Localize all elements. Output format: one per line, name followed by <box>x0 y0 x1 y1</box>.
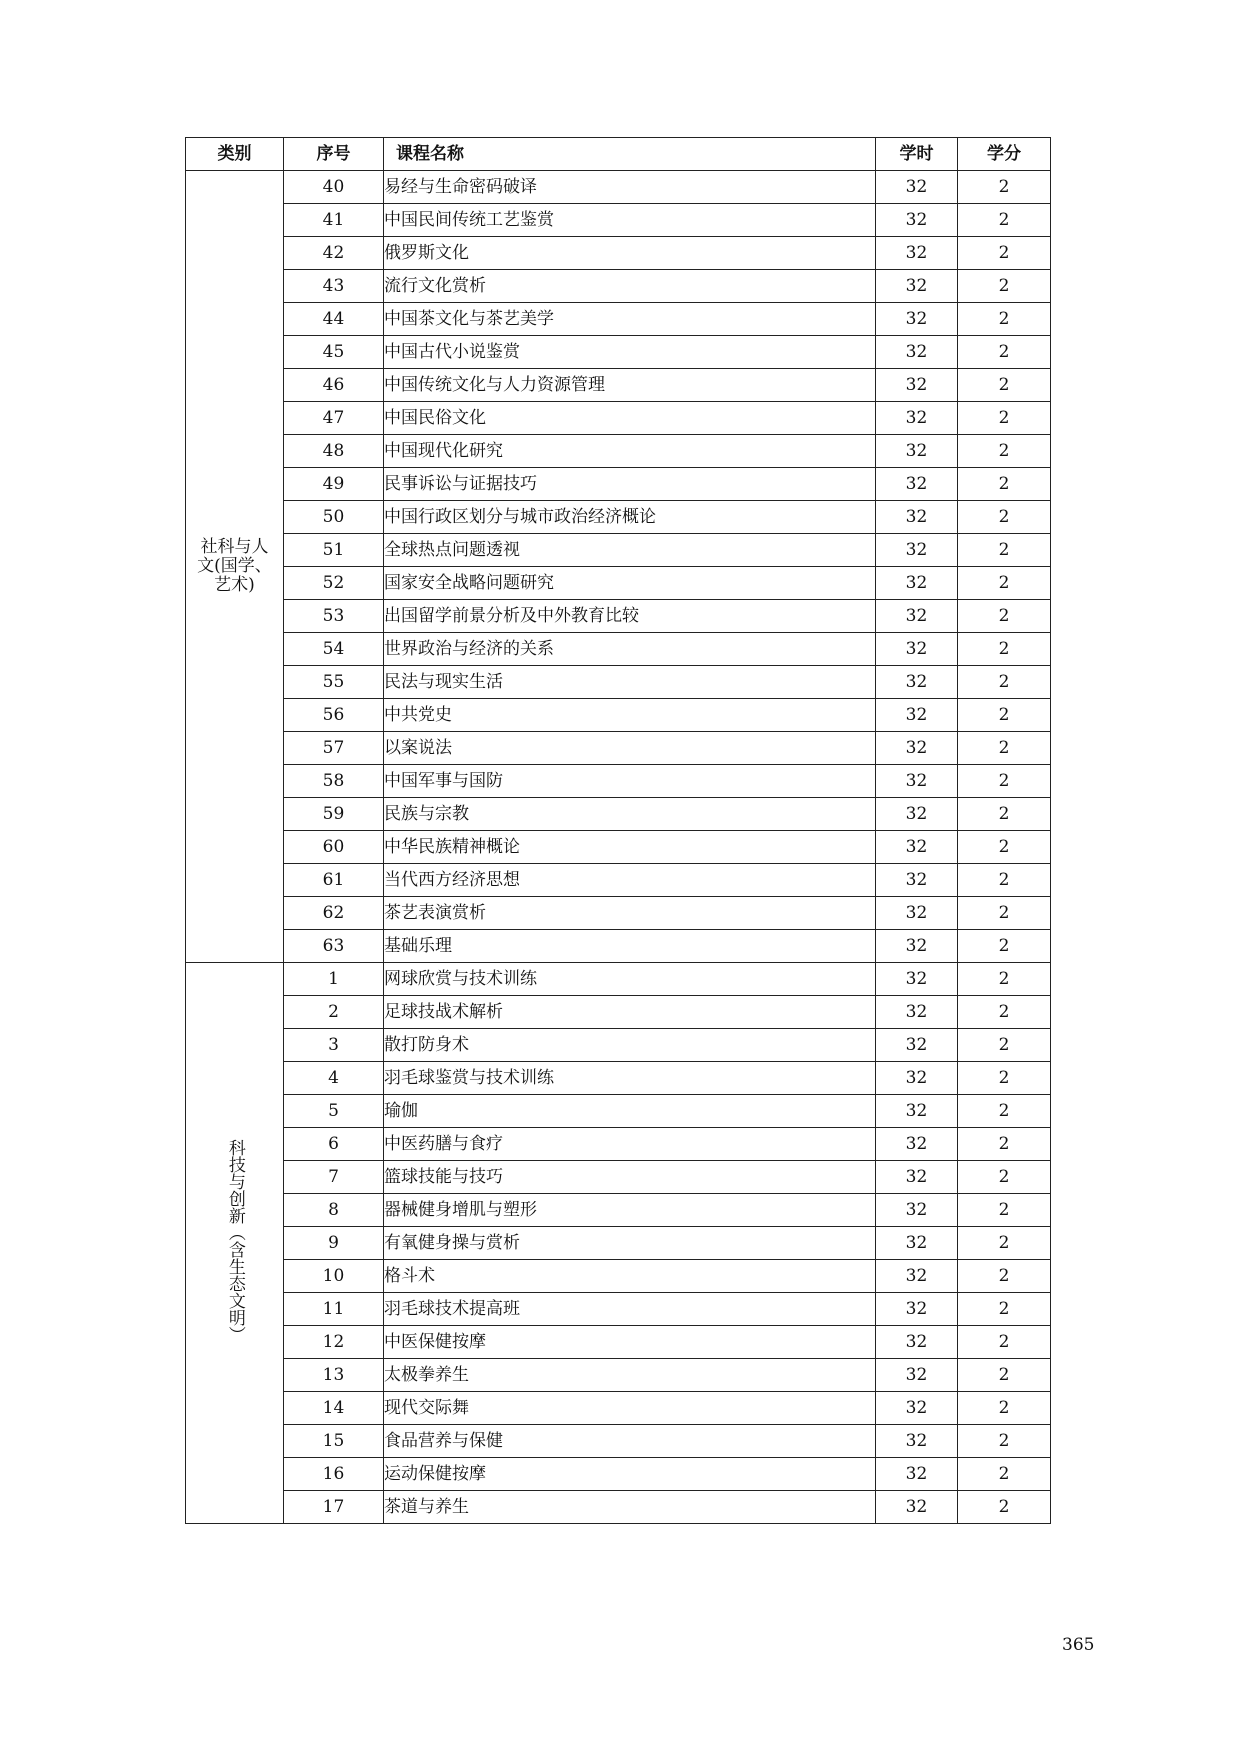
course-number: 42 <box>284 237 384 270</box>
table-row <box>186 567 1051 600</box>
course-name: 茶道与养生 <box>384 1491 876 1524</box>
course-number: 56 <box>284 699 384 732</box>
course-name: 中国民俗文化 <box>384 402 876 435</box>
course-credits: 2 <box>958 897 1051 930</box>
course-number: 10 <box>284 1260 384 1293</box>
course-hours: 32 <box>876 963 958 996</box>
course-credits: 2 <box>958 996 1051 1029</box>
course-credits: 2 <box>958 600 1051 633</box>
course-hours: 32 <box>876 534 958 567</box>
header-hours: 学时 <box>876 138 958 171</box>
course-number: 8 <box>284 1194 384 1227</box>
table-row <box>186 1293 1051 1326</box>
table-row <box>186 468 1051 501</box>
category-label: 科技与创新（含生态文明） <box>224 1138 245 1343</box>
table-row <box>186 369 1051 402</box>
course-name: 散打防身术 <box>384 1029 876 1062</box>
course-hours: 32 <box>876 798 958 831</box>
table-body <box>186 171 1051 1524</box>
course-credits: 2 <box>958 336 1051 369</box>
course-hours: 32 <box>876 600 958 633</box>
course-hours: 32 <box>876 765 958 798</box>
course-name: 全球热点问题透视 <box>384 534 876 567</box>
course-hours: 32 <box>876 1359 958 1392</box>
course-hours: 32 <box>876 501 958 534</box>
course-name: 俄罗斯文化 <box>384 237 876 270</box>
course-name: 中国传统文化与人力资源管理 <box>384 369 876 402</box>
table-row <box>186 270 1051 303</box>
course-number: 61 <box>284 864 384 897</box>
course-number: 58 <box>284 765 384 798</box>
course-credits: 2 <box>958 468 1051 501</box>
course-hours: 32 <box>876 303 958 336</box>
course-hours: 32 <box>876 831 958 864</box>
course-name: 国家安全战略问题研究 <box>384 567 876 600</box>
course-name: 易经与生命密码破译 <box>384 171 876 204</box>
course-number: 13 <box>284 1359 384 1392</box>
course-hours: 32 <box>876 1095 958 1128</box>
course-credits: 2 <box>958 567 1051 600</box>
course-hours: 32 <box>876 1425 958 1458</box>
course-credits: 2 <box>958 534 1051 567</box>
course-hours: 32 <box>876 699 958 732</box>
course-number: 50 <box>284 501 384 534</box>
course-credits: 2 <box>958 204 1051 237</box>
course-name: 网球欣赏与技术训练 <box>384 963 876 996</box>
course-credits: 2 <box>958 633 1051 666</box>
course-credits: 2 <box>958 1491 1051 1524</box>
header-course-name: 课程名称 <box>384 138 876 171</box>
course-name: 有氧健身操与赏析 <box>384 1227 876 1260</box>
course-name: 太极拳养生 <box>384 1359 876 1392</box>
category-cell <box>186 963 284 1524</box>
course-name: 中国茶文化与茶艺美学 <box>384 303 876 336</box>
course-hours: 32 <box>876 1392 958 1425</box>
course-hours: 32 <box>876 402 958 435</box>
course-name: 现代交际舞 <box>384 1392 876 1425</box>
course-hours: 32 <box>876 468 958 501</box>
course-number: 3 <box>284 1029 384 1062</box>
table-row <box>186 1128 1051 1161</box>
course-number: 1 <box>284 963 384 996</box>
course-name: 民法与现实生活 <box>384 666 876 699</box>
course-credits: 2 <box>958 1128 1051 1161</box>
course-name: 基础乐理 <box>384 930 876 963</box>
course-name: 出国留学前景分析及中外教育比较 <box>384 600 876 633</box>
course-credits: 2 <box>958 831 1051 864</box>
course-credits: 2 <box>958 171 1051 204</box>
course-name: 格斗术 <box>384 1260 876 1293</box>
table-row <box>186 1260 1051 1293</box>
course-number: 2 <box>284 996 384 1029</box>
table-row <box>186 1458 1051 1491</box>
course-credits: 2 <box>958 1029 1051 1062</box>
course-credits: 2 <box>958 369 1051 402</box>
table-row <box>186 1425 1051 1458</box>
course-name: 中医药膳与食疗 <box>384 1128 876 1161</box>
course-name: 篮球技能与技巧 <box>384 1161 876 1194</box>
course-name: 流行文化赏析 <box>384 270 876 303</box>
table-row <box>186 897 1051 930</box>
course-number: 45 <box>284 336 384 369</box>
table-row <box>186 963 1051 996</box>
course-credits: 2 <box>958 1392 1051 1425</box>
course-number: 5 <box>284 1095 384 1128</box>
course-credits: 2 <box>958 1260 1051 1293</box>
table-row <box>186 435 1051 468</box>
course-credits: 2 <box>958 1062 1051 1095</box>
course-hours: 32 <box>876 1491 958 1524</box>
course-credits: 2 <box>958 1161 1051 1194</box>
table-row <box>186 336 1051 369</box>
course-number: 63 <box>284 930 384 963</box>
table-row <box>186 1194 1051 1227</box>
course-number: 44 <box>284 303 384 336</box>
table-row <box>186 864 1051 897</box>
course-credits: 2 <box>958 1326 1051 1359</box>
course-name: 中国行政区划分与城市政治经济概论 <box>384 501 876 534</box>
course-name: 世界政治与经济的关系 <box>384 633 876 666</box>
course-hours: 32 <box>876 1029 958 1062</box>
course-name: 以案说法 <box>384 732 876 765</box>
course-credits: 2 <box>958 402 1051 435</box>
course-name: 茶艺表演赏析 <box>384 897 876 930</box>
course-hours: 32 <box>876 1194 958 1227</box>
course-number: 43 <box>284 270 384 303</box>
course-hours: 32 <box>876 1260 958 1293</box>
course-hours: 32 <box>876 864 958 897</box>
table-row <box>186 1392 1051 1425</box>
course-name: 民事诉讼与证据技巧 <box>384 468 876 501</box>
course-hours: 32 <box>876 435 958 468</box>
course-name: 食品营养与保健 <box>384 1425 876 1458</box>
table-row <box>186 666 1051 699</box>
table-row <box>186 204 1051 237</box>
course-hours: 32 <box>876 567 958 600</box>
course-hours: 32 <box>876 897 958 930</box>
table-row <box>186 633 1051 666</box>
course-credits: 2 <box>958 963 1051 996</box>
page-number: 365 <box>1062 1635 1095 1655</box>
course-number: 41 <box>284 204 384 237</box>
table-row <box>186 699 1051 732</box>
table-row <box>186 1326 1051 1359</box>
course-number: 7 <box>284 1161 384 1194</box>
table-row <box>186 1491 1051 1524</box>
table-row <box>186 732 1051 765</box>
course-number: 54 <box>284 633 384 666</box>
table-row <box>186 765 1051 798</box>
table-header-row <box>186 138 1051 171</box>
course-number: 53 <box>284 600 384 633</box>
course-credits: 2 <box>958 501 1051 534</box>
course-credits: 2 <box>958 864 1051 897</box>
course-number: 4 <box>284 1062 384 1095</box>
table-row <box>186 1095 1051 1128</box>
course-name: 羽毛球鉴赏与技术训练 <box>384 1062 876 1095</box>
table-row <box>186 930 1051 963</box>
course-name: 器械健身增肌与塑形 <box>384 1194 876 1227</box>
course-hours: 32 <box>876 1161 958 1194</box>
course-number: 52 <box>284 567 384 600</box>
course-hours: 32 <box>876 1326 958 1359</box>
course-credits: 2 <box>958 930 1051 963</box>
category-label: 社科与人文(国学、艺术) <box>197 537 272 595</box>
course-hours: 32 <box>876 204 958 237</box>
table-row <box>186 171 1051 204</box>
course-hours: 32 <box>876 1227 958 1260</box>
course-name: 瑜伽 <box>384 1095 876 1128</box>
course-credits: 2 <box>958 1359 1051 1392</box>
header-category: 类别 <box>186 138 284 171</box>
category-cell <box>186 171 284 963</box>
course-name: 民族与宗教 <box>384 798 876 831</box>
course-name: 中国民间传统工艺鉴赏 <box>384 204 876 237</box>
course-hours: 32 <box>876 930 958 963</box>
course-name: 中国现代化研究 <box>384 435 876 468</box>
course-name: 中共党史 <box>384 699 876 732</box>
course-credits: 2 <box>958 732 1051 765</box>
course-number: 48 <box>284 435 384 468</box>
course-name: 足球技战术解析 <box>384 996 876 1029</box>
course-number: 40 <box>284 171 384 204</box>
course-number: 60 <box>284 831 384 864</box>
course-hours: 32 <box>876 633 958 666</box>
course-hours: 32 <box>876 171 958 204</box>
course-hours: 32 <box>876 732 958 765</box>
course-name: 羽毛球技术提高班 <box>384 1293 876 1326</box>
course-credits: 2 <box>958 1425 1051 1458</box>
table-row <box>186 600 1051 633</box>
table-row <box>186 1029 1051 1062</box>
course-number: 51 <box>284 534 384 567</box>
course-hours: 32 <box>876 996 958 1029</box>
course-hours: 32 <box>876 1128 958 1161</box>
course-hours: 32 <box>876 1458 958 1491</box>
table-row <box>186 303 1051 336</box>
course-credits: 2 <box>958 798 1051 831</box>
course-hours: 32 <box>876 336 958 369</box>
course-name: 中华民族精神概论 <box>384 831 876 864</box>
course-credits: 2 <box>958 1293 1051 1326</box>
table-row <box>186 1062 1051 1095</box>
course-number: 55 <box>284 666 384 699</box>
course-number: 16 <box>284 1458 384 1491</box>
header-credits: 学分 <box>958 138 1051 171</box>
table-row <box>186 831 1051 864</box>
course-credits: 2 <box>958 765 1051 798</box>
table-row <box>186 501 1051 534</box>
course-number: 11 <box>284 1293 384 1326</box>
table-row <box>186 534 1051 567</box>
course-name: 运动保健按摩 <box>384 1458 876 1491</box>
course-number: 62 <box>284 897 384 930</box>
course-number: 57 <box>284 732 384 765</box>
course-number: 46 <box>284 369 384 402</box>
course-name: 当代西方经济思想 <box>384 864 876 897</box>
course-number: 17 <box>284 1491 384 1524</box>
course-name: 中医保健按摩 <box>384 1326 876 1359</box>
course-credits: 2 <box>958 1194 1051 1227</box>
course-hours: 32 <box>876 1062 958 1095</box>
course-credits: 2 <box>958 1458 1051 1491</box>
course-credits: 2 <box>958 1095 1051 1128</box>
table-row <box>186 1227 1051 1260</box>
table-row <box>186 237 1051 270</box>
course-credits: 2 <box>958 435 1051 468</box>
table-row <box>186 798 1051 831</box>
course-number: 14 <box>284 1392 384 1425</box>
course-credits: 2 <box>958 237 1051 270</box>
course-number: 49 <box>284 468 384 501</box>
course-hours: 32 <box>876 270 958 303</box>
course-hours: 32 <box>876 237 958 270</box>
table-row <box>186 1359 1051 1392</box>
course-hours: 32 <box>876 1293 958 1326</box>
course-number: 12 <box>284 1326 384 1359</box>
course-credits: 2 <box>958 303 1051 336</box>
course-credits: 2 <box>958 270 1051 303</box>
course-number: 6 <box>284 1128 384 1161</box>
table-row <box>186 402 1051 435</box>
course-credits: 2 <box>958 666 1051 699</box>
course-number: 15 <box>284 1425 384 1458</box>
course-number: 9 <box>284 1227 384 1260</box>
course-name: 中国古代小说鉴赏 <box>384 336 876 369</box>
table-row <box>186 1161 1051 1194</box>
course-credits: 2 <box>958 699 1051 732</box>
table-row <box>186 996 1051 1029</box>
course-name: 中国军事与国防 <box>384 765 876 798</box>
course-credits: 2 <box>958 1227 1051 1260</box>
course-hours: 32 <box>876 369 958 402</box>
course-hours: 32 <box>876 666 958 699</box>
course-table <box>185 137 1051 1524</box>
header-number: 序号 <box>284 138 384 171</box>
course-number: 59 <box>284 798 384 831</box>
course-number: 47 <box>284 402 384 435</box>
